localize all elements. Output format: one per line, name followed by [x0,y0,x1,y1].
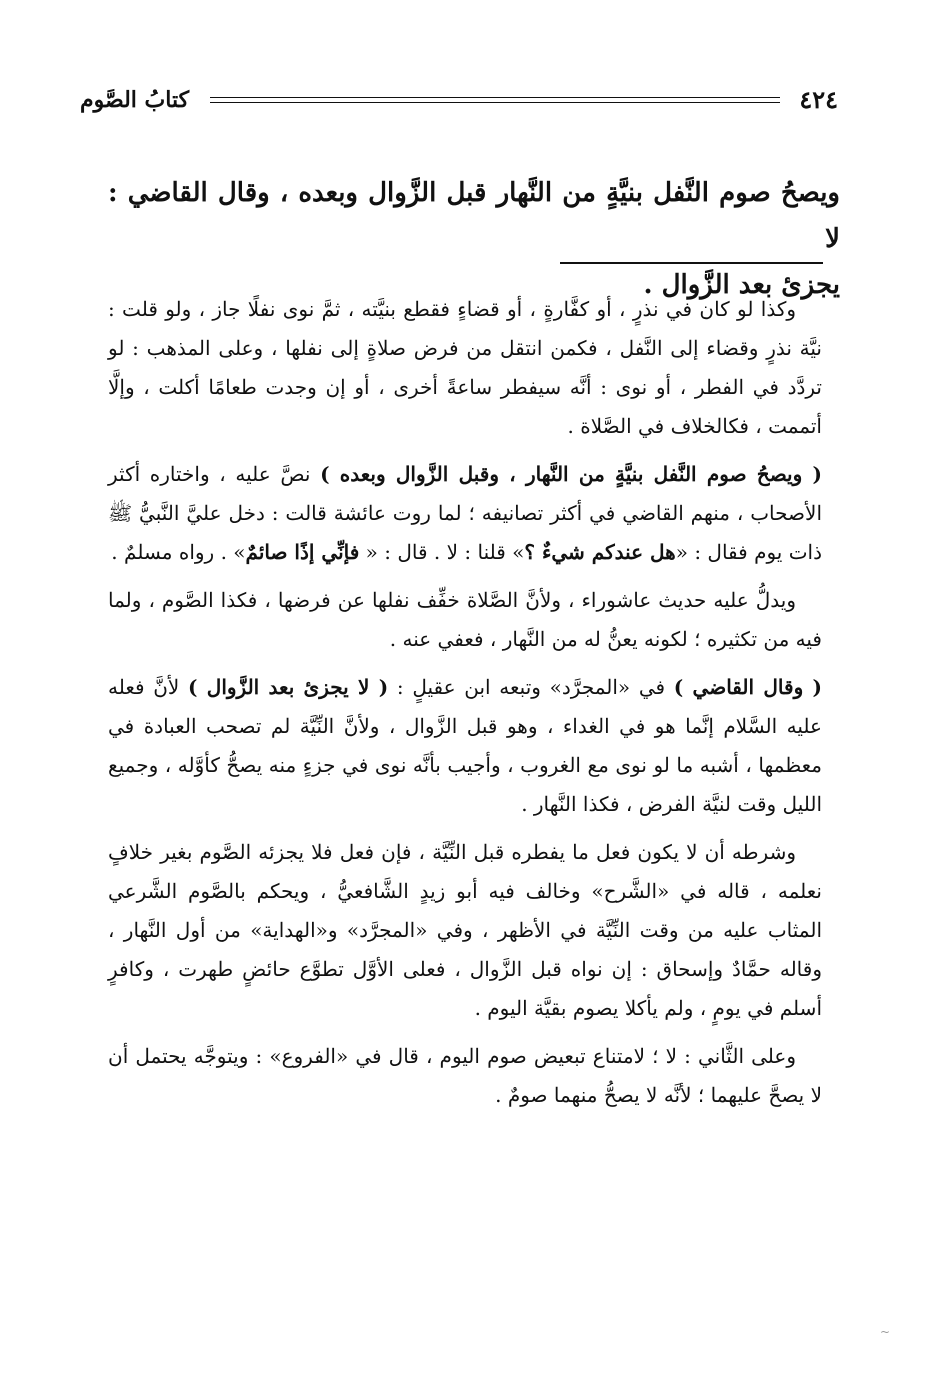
page-number: ٤٢٤ [799,85,838,114]
paragraph-4 [108,668,822,824]
corner-mark: ~ [879,1325,890,1339]
matn-quote-lead: ( ويصحُ صوم النَّفل بنيَّةٍ من النَّهار ، وقبل الزَّوال وبعده ) [320,462,823,486]
matn-text [108,170,840,308]
paragraph-1: وكذا لو كان في نذرٍ ، أو كفَّارةٍ ، أو قضاءٍ فقطع بنيَّته ، ثمَّ نوى نفلًا جاز ، ولو قلت : نيَّة نذرٍ وقضاء إلى النَّفل ، فكمن انتقل من فرض صلاةٍ إلى نفلها ، وعلى المذهب : لو تردَّد في الفطر ، أو نوى : أنَّه سيفطر ساعةً أخرى ، أو إن وجدت طعامًا أكلت ، وإلَّا أتممت ، فكالخلاف في الصَّلاة . [108,297,822,438]
header-rule [210,97,780,103]
paragraph-3: ويدلُّ عليه حديث عاشوراء ، ولأنَّ الصَّلاة خفِّف نفلها عن فرضها ، فكذا الصَّوم ، ولما فيه من تكثيره ؛ لكونه يعنُّ له من النَّهار ، فعفي عنه . [108,588,822,651]
paragraph-2-text-1: نصَّ عليه ، واختاره أكثر الأصحاب ، منهم القاضي في أكثر تصانيفه ؛ لما روت عائشة قالت : دخل عليَّ النَّبيُّ ﷺ ذات يوم فقال : « [108,462,822,564]
hadith-quote-1: هل عندكم شيءٌ ؟ [524,540,676,564]
running-title: كتابُ الصَّوم [80,87,190,113]
hadith-quote-2: فإنِّي إذًا صائمٌ [245,540,360,564]
paragraph-2-text-2: » قلنا : لا . قال : « [359,540,525,564]
commentary-body [108,290,822,1124]
paragraph-2-text-3: » . رواه مسلمٌ . [111,540,246,564]
matn-quote-second: ( لا يجزئ بعد الزَّوال ) [188,675,389,699]
matn-separator-rule [560,262,823,264]
page-header [80,80,838,120]
paragraph-4-text-2: لأنَّ فعله عليه السَّلام إنَّما هو في الغداء ، وهو قبل الزَّوال ، ولأنَّ النِّيَّة لم تصحب العبادة في معظمها ، أشبه ما لو نوى مع الغروب ، وأجيب بأنَّه نوى في جزءٍ منه يصحُّ كأوَّله ، وجميع الليل وقت لنيَّة الفرض ، فكذا النَّهار . [108,675,822,816]
matn-quote-lead: ( وقال القاضي ) [673,675,822,699]
paragraph-5: وشرطه أن لا يكون فعل ما يفطره قبل النِّيَّة ، فإن فعل فلا يجزئه الصَّوم بغير خلافٍ نعلمه ، قاله في «الشَّرح» وخالف فيه أبو زيدٍ الشَّافعيُّ ، ويحكم بالصَّوم الشَّرعي المثاب عليه من وقت النِّيَّة في الأظهر ، وفي «المجرَّد» و«الهداية» من أول النَّهار ، وقاله حمَّادٌ وإسحاق : إن نواه قبل الزَّوال ، فعلى الأوَّل تطوَّع حائضٍ طهرت ، وكافرٍ أسلم في يومٍ ، ولم يأكلا يصوم بقيَّة اليوم . [108,840,822,1020]
matn-line-2: يجزئ بعد الزَّوال . [643,270,840,300]
paragraph-4-text-1: في «المجرَّد» وتبعه ابن عقيلٍ : [388,675,674,699]
paragraph-6: وعلى الثَّاني : لا ؛ لامتناع تبعيض صوم اليوم ، قال في «الفروع» : ويتوجَّه يحتمل أن لا يصحَّ عليهما ؛ لأنَّه لا يصحُّ منهما صومٌ . [108,1044,822,1107]
matn-line-1: ويصحُ صوم النَّفل بنيَّةٍ من النَّهار قبل الزَّوال وبعده ، وقال القاضي : لا [108,178,840,254]
paragraph-2 [108,455,822,572]
